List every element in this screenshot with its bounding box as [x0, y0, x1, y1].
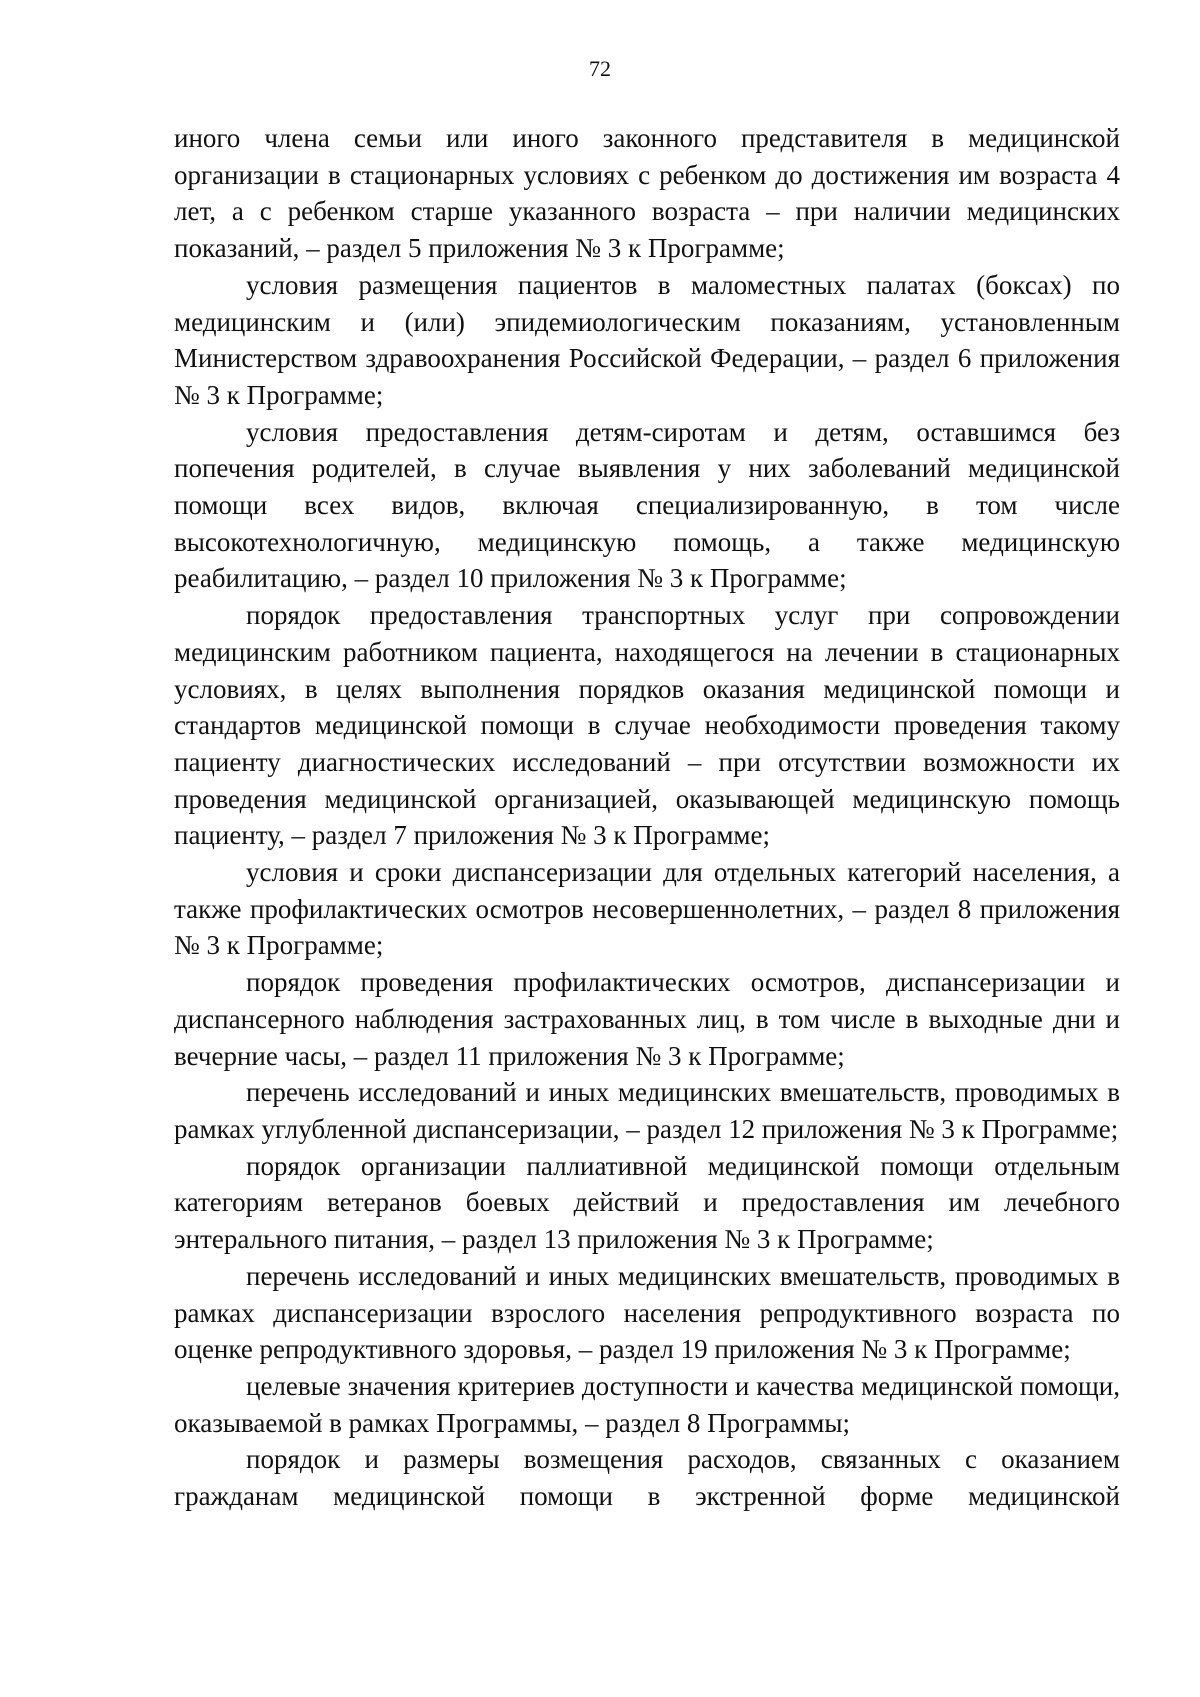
paragraph: порядок предоставления транспортных услуг при сопровождении медицинским работником пациента, находящегося на лечении в стационарных условиях, в целях выполнения порядков оказания медицинской помощи и стандартов медицинской помощи в случае необходимости проведения такому пациенту диагностических исследований – при отсутствии возможности их проведения медицинской организацией, оказывающей медицинскую помощь пациенту, – раздел 7 приложения № 3 к Программе; — [174, 600, 1120, 851]
paragraph-continued: иного члена семьи или иного законного представителя в медицинской организации в стационарных условиях с ребенком до достижения им возраста 4 лет, а с ребенком старше указанного возраста – при наличии медицинских показаний, – раздел 5 приложения № 3 к Программе; — [174, 123, 1120, 264]
paragraph-continues-next-page: порядок и размеры возмещения расходов, связанных с оказанием гражданам медицинской помощи в экстренной форме медицинской — [174, 1444, 1120, 1512]
paragraph: перечень исследований и иных медицинских вмешательств, проводимых в рамках углубленной диспансеризации, – раздел 12 приложения № 3 к Программе; — [174, 1077, 1120, 1144]
paragraph: условия и сроки диспансеризации для отдельных категорий населения, а также профилактических осмотров несовершеннолетних, – раздел 8 приложения № 3 к Программе; — [174, 857, 1120, 961]
paragraph: условия размещения пациентов в маломестных палатах (боксах) по медицинским и (или) эпидемиологическим показаниям, установленным Министерством здравоохранения Российской Федерации, – раздел 6 приложения № 3 к Программе; — [174, 269, 1120, 410]
paragraph: целевые значения критериев доступности и качества медицинской помощи, оказываемой в рамках Программы, – раздел 8 Программы; — [174, 1370, 1120, 1438]
document-body — [174, 120, 1120, 1515]
page-number: 72 — [589, 56, 611, 81]
paragraph: перечень исследований и иных медицинских вмешательств, проводимых в рамках диспансеризации взрослого населения репродуктивного возраста по оценке репродуктивного здоровья, – раздел 19 приложения № 3 к Программе; — [174, 1260, 1120, 1365]
paragraph: порядок организации паллиативной медицинской помощи отдельным категориям ветеранов боевых действий и предоставления им лечебного энтерального питания, – раздел 13 приложения № 3 к Программе; — [174, 1150, 1120, 1255]
paragraph: условия предоставления детям-сиротам и детям, оставшимся без попечения родителей, в случае выявления у них заболеваний медицинской помощи всех видов, включая специализированную, в том числе высокотехнологичную, медицинскую помощь, а также медицинскую реабилитацию, – раздел 10 приложения № 3 к Программе; — [174, 416, 1120, 594]
paragraph: порядок проведения профилактических осмотров, диспансеризации и диспансерного наблюдения застрахованных лиц, в том числе в выходные дни и вечерние часы, – раздел 11 приложения № 3 к Программе; — [174, 967, 1120, 1071]
